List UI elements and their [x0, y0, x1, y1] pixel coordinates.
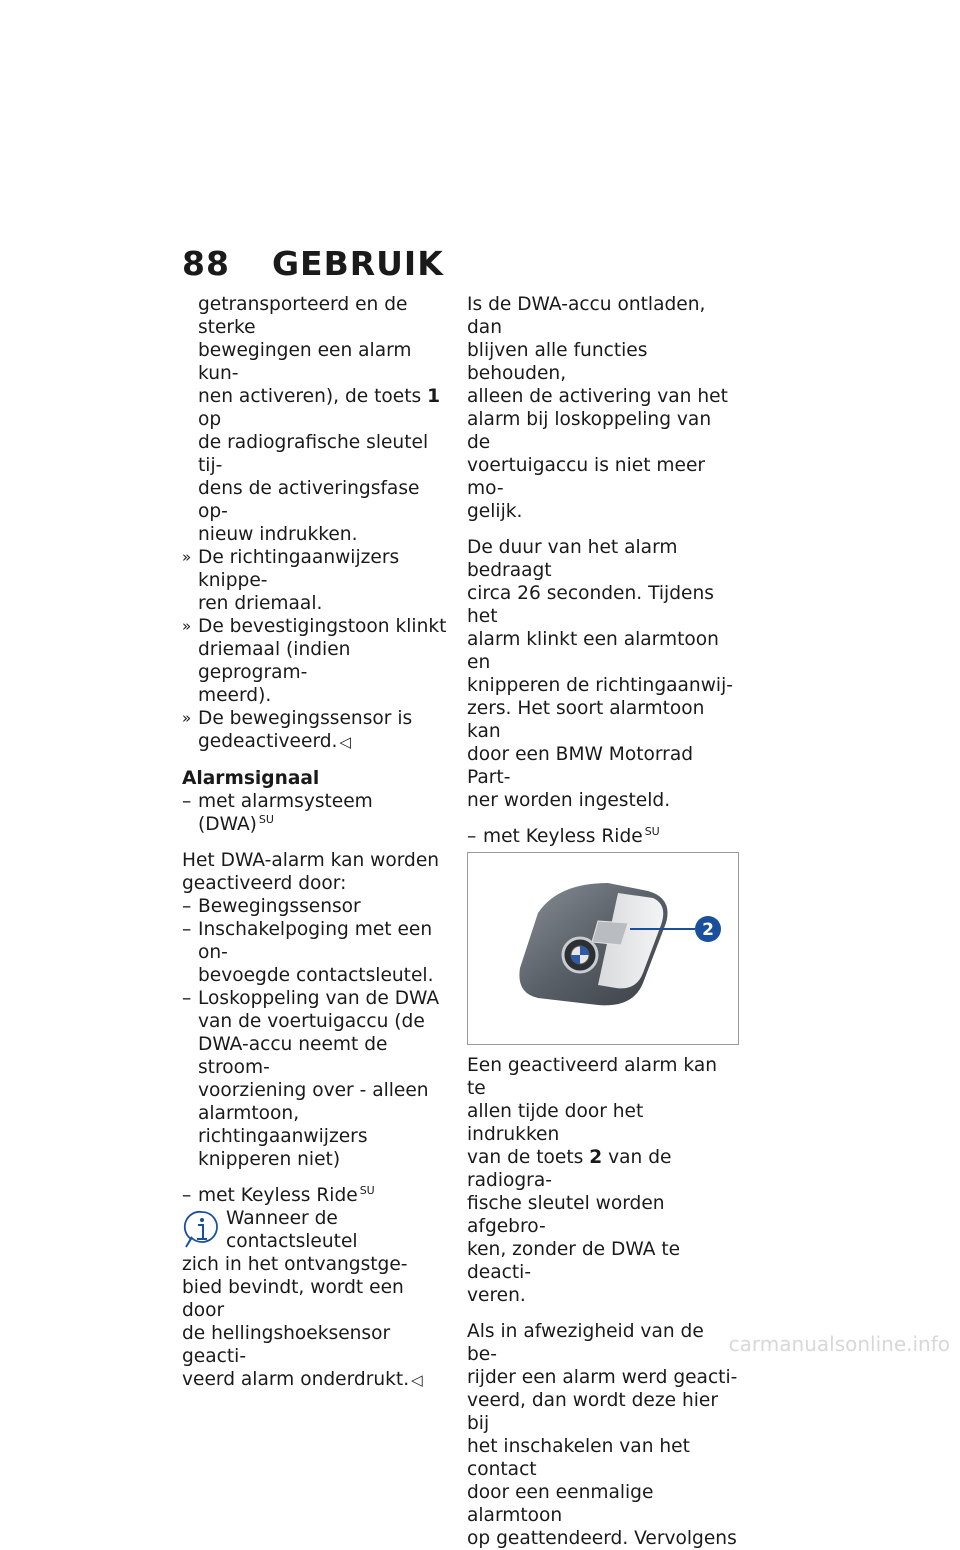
chapter-title: GEBRUIK: [271, 244, 444, 283]
key-2-label: 2: [589, 1147, 603, 1168]
result-item: » De richtingaanwijzers knippe- ren driemaal.: [182, 547, 400, 614]
list-item: – Bewegingssensor: [182, 896, 361, 917]
su-superscript: SU: [258, 812, 274, 826]
condition-line: – met Keyless Ride $^{SU}$: [467, 824, 660, 847]
cancel-alarm-paragraph: Een geactiveerd alarm kan te allen tijde door het indrukken van de toets 2 van de radiogra- fische sleutel worden afgebro- ken, zonder de DWA te deacti- veren.: [467, 1055, 718, 1306]
intro-paragraph: getransporteerd en de sterke bewegingen een alarm kun- nen activeren), de toets 1 op de radiografische sleutel tij- dens de activeringsfase op- nieuw indrukken.: [198, 294, 441, 545]
key-1-label: 1: [427, 386, 441, 407]
end-triangle-icon: ◁: [339, 733, 352, 751]
su-superscript: SU: [359, 1183, 375, 1197]
info-note: Wanneer de contactsleutel zich in het ontvangstge- bied bevindt, wordt een door de hellingshoeksensor geacti- veerd alarm onderdrukt. ◁: [182, 1208, 423, 1390]
watermark: carmanualsonline.info: [728, 1332, 950, 1356]
absence-paragraph: Als in afwezigheid van de be- rijder een alarm werd geacti- veerd, dan wordt deze hier bij het inschakelen van het contact door een eenmalige alarmtoon op geattendeerd. Vervolgens: [467, 1321, 738, 1549]
key-fob-figure: [467, 852, 739, 1045]
list-item: – Loskoppeling van de DWA van de voertuigaccu (de DWA-accu neemt de stroom- voorziening over - alleen alarmtoon, richtingaanwijzers knipperen niet): [182, 988, 440, 1170]
left-column: [182, 293, 450, 1392]
end-triangle-icon: ◁: [411, 1371, 423, 1389]
callout-2-label: 2: [702, 920, 714, 940]
result-item: » De bevestigingstoon klinkt driemaal (indien geprogram- meerd).: [182, 616, 447, 706]
info-icon: [182, 1207, 222, 1251]
battery-paragraph: Is de DWA-accu ontladen, dan blijven alle functies behouden, alleen de activering van het alarm bij loskoppeling van de voertuigaccu is niet meer mo- gelijk.: [467, 294, 728, 522]
result-arrow-icon: »: [182, 548, 192, 566]
list-item: – Inschakelpoging met een on- bevoegde contactsleutel.: [182, 919, 434, 986]
condition-line: – met Keyless Ride $^{SU}$: [182, 1183, 375, 1206]
right-column: [467, 293, 739, 1550]
result-arrow-icon: »: [182, 617, 192, 635]
section-heading: Alarmsignaal: [182, 768, 320, 789]
duration-paragraph: De duur van het alarm bedraagt circa 26 seconden. Tijdens het alarm klinkt een alarmtoon en knipperen de richtingaanwij- zers. Het soort alarmtoon kan door een BMW Motorrad Part- ner worden ingesteld.: [467, 537, 733, 811]
page-number: 88: [182, 244, 230, 283]
su-superscript: SU: [644, 824, 660, 838]
result-arrow-icon: »: [182, 709, 192, 727]
result-item: » De bewegingssensor is gedeactiveerd. ◁: [182, 708, 413, 752]
condition-line: – met alarmsysteem (DWA) $^{SU}$: [182, 791, 373, 835]
alarm-trigger-paragraph: Het DWA-alarm kan worden geactiveerd door:: [182, 850, 440, 894]
radio-key-image: [468, 853, 738, 1044]
page-header: [182, 244, 444, 283]
